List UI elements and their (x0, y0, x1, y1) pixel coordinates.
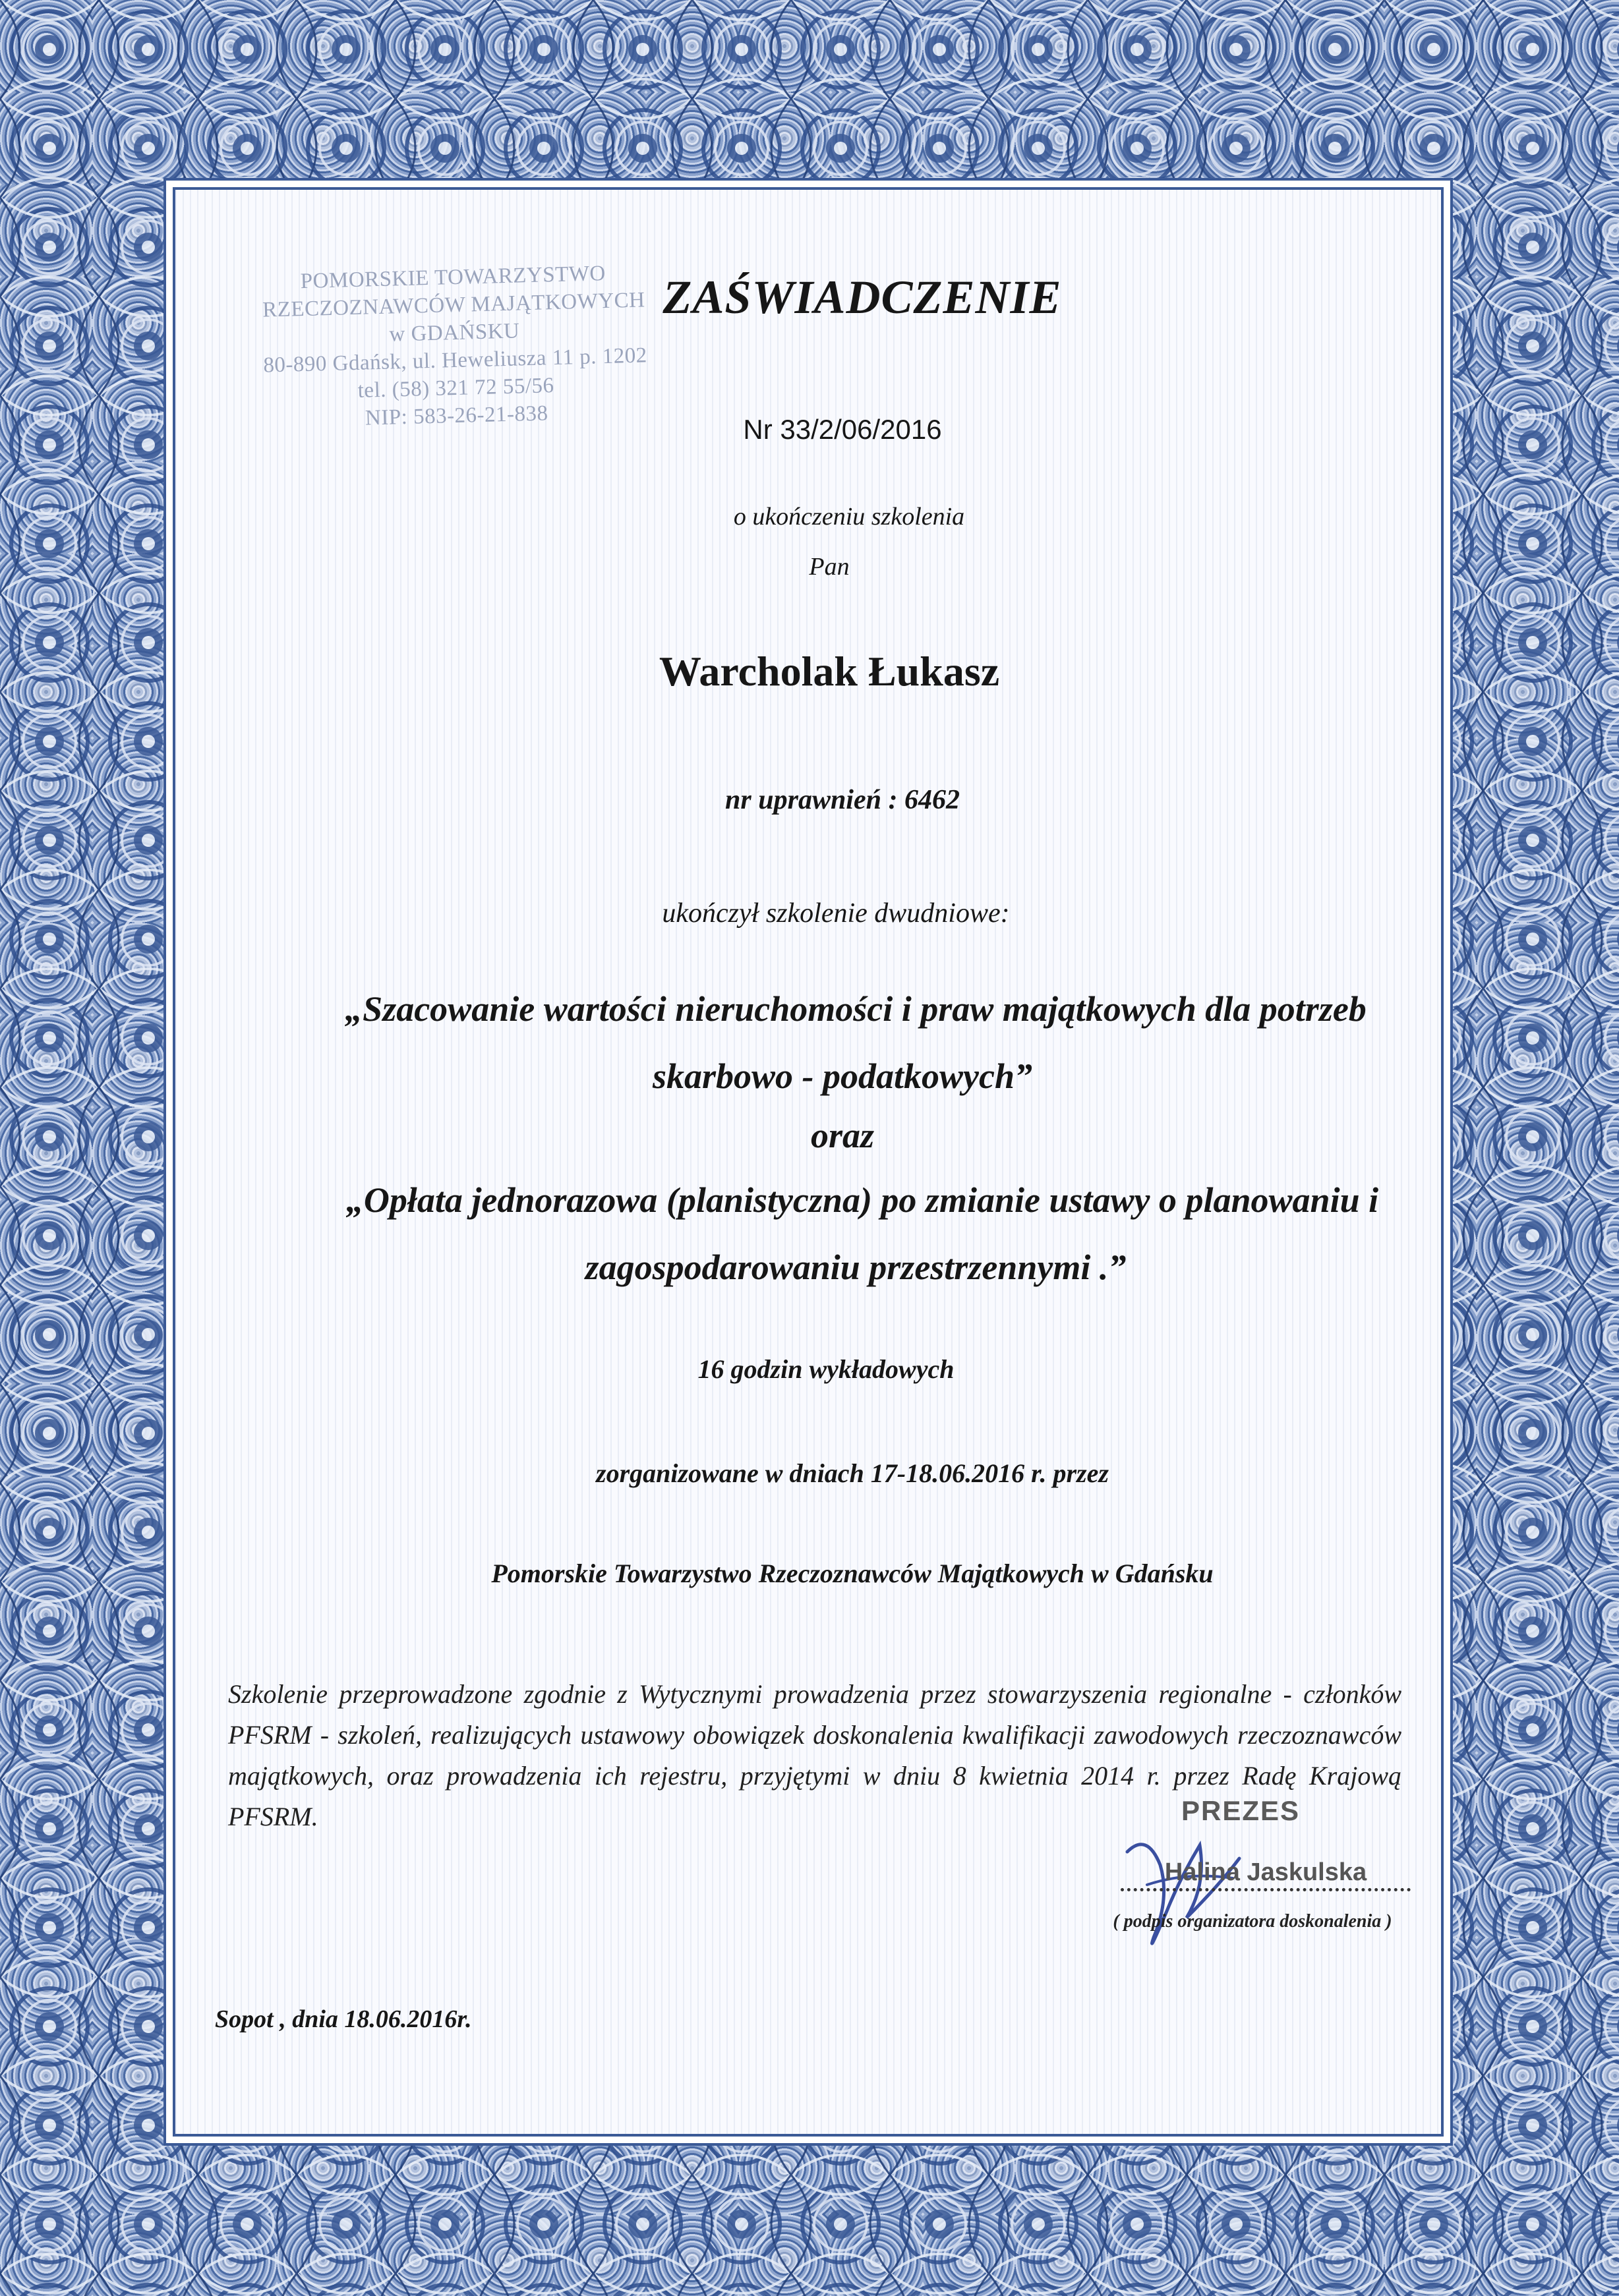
certificate-subtitle: o ukończeniu szkolenia (733, 503, 965, 531)
course-title-line: „Opłata jednorazowa (planistyczna) po zmianie ustawy o planowaniu i (345, 1180, 1379, 1220)
stamp-line: RZECZOZNAWCÓW MAJĄTKOWYCH (262, 288, 645, 322)
course-title-line: skarbowo - podatkowych” (652, 1056, 1033, 1096)
course-dates: zorganizowane w dniach 17-18.06.2016 r. przez (596, 1458, 1109, 1488)
stamp-line: NIP: 583-26-21-838 (365, 401, 548, 430)
certificate-number: Nr 33/2/06/2016 (743, 414, 942, 445)
stamp-line: 80-890 Gdańsk, ul. Heweliusza 11 p. 1202 (262, 343, 648, 378)
place-and-date: Sopot , dnia 18.06.2016r. (215, 2005, 472, 2033)
signer-name: Halina Jaskulska (1121, 1858, 1411, 1891)
signature-caption: ( podpis organizatora doskonalenia ) (1113, 1911, 1392, 1932)
stamp-line: tel. (58) 321 72 55/56 (357, 374, 555, 403)
signer-role: PREZES (1181, 1795, 1301, 1826)
course-hours: 16 godzin wykładowych (697, 1354, 955, 1384)
course-conjunction: oraz (810, 1116, 875, 1155)
certificate-title: ZAŚWIADCZENIE (662, 271, 1062, 324)
course-title-line: „Szacowanie wartości nieruchomości i praw majątkowych dla potrzeb (345, 989, 1367, 1029)
salutation: Pan (809, 553, 850, 581)
organizer-name: Pomorskie Towarzystwo Rzeczoznawców Majątkowych w Gdańsku (491, 1559, 1214, 1588)
certificate-body (173, 187, 1444, 2137)
stamp-line: POMORSKIE TOWARZYSTWO (300, 261, 606, 294)
recipient-name: Warcholak Łukasz (659, 648, 1000, 695)
course-title-line: zagospodarowaniu przestrzennymi .” (585, 1248, 1127, 1287)
stamp-line: w GDAŃSKU (389, 319, 520, 347)
completion-statement: ukończył szkolenie dwudniowe: (662, 898, 1010, 929)
license-number: nr uprawnień : 6462 (725, 785, 960, 815)
legal-note: Szkolenie przeprowadzone zgodnie z Wytycznymi prowadzenia przez stowarzyszenia regionalne - członków PFSRM - szkoleń, realizujących ustawowy obowiązek doskonalenia kwalifikacji zawodowych rzeczoznawców majątkowych, oraz prowadzenia ich rejestru, przyjętymi w dniu 8 kwietnia 2014 r. przez Radę Krajową PFSRM. (228, 1679, 1401, 1831)
